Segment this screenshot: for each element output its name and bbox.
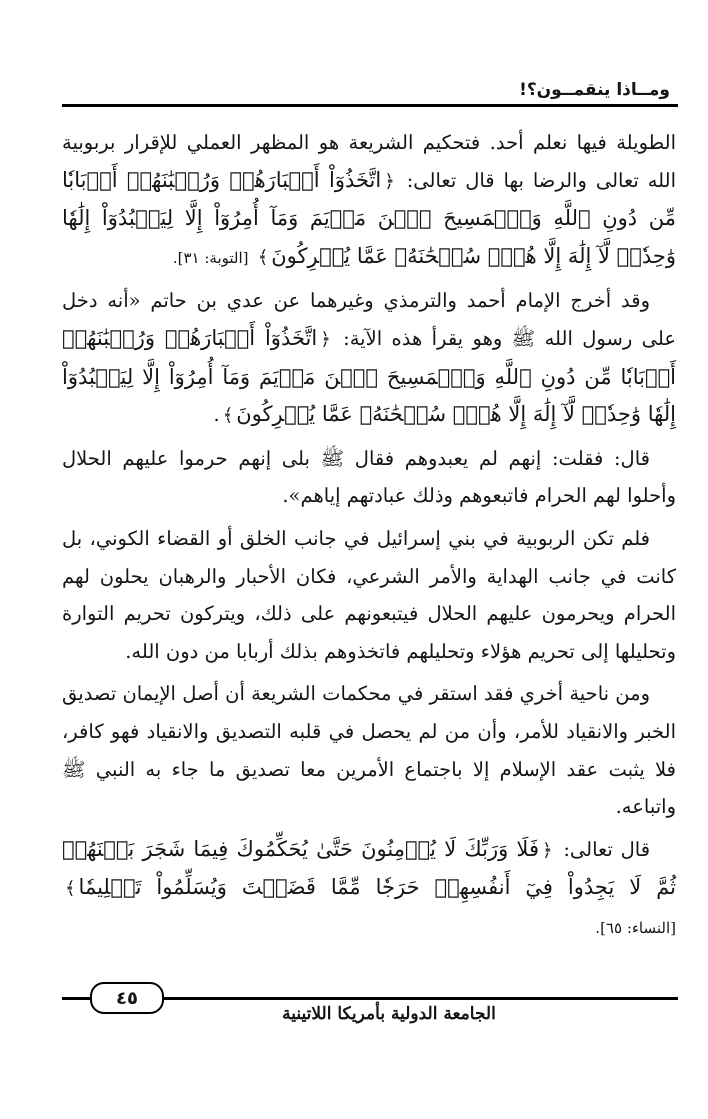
paragraph-3: قال: فقلت: إنهم لم يعبدوهم فقال ﷺ بلى إنهم حرموا عليهم الحلال وأحلوا لهم الحرام فاتبعوهم وذلك عبادتهم إياهم». [62, 446, 676, 508]
paragraph-1 [62, 124, 676, 277]
paragraph-2 [62, 282, 676, 434]
verse-close-bracket: ﴾ [65, 878, 76, 900]
paragraph-1-text: الطويلة فيها نعلم أحد. فتحكيم الشريعة هو المظهر العملي للإقرار بربوبية الله تعالى والرضا بها قال تعالى: [62, 131, 676, 192]
verse-open-bracket: ﴿ [542, 839, 553, 861]
running-title: ومــاذا ينقمــون؟! [519, 80, 670, 100]
paragraph-6 [62, 831, 676, 948]
verse-reference-3: [النساء: ٦٥]. [595, 918, 676, 937]
quran-verse-1: اتَّخَذُوٓاْ أَحۡبَارَهُمۡ وَرُهۡبَٰنَهُمۡ أَرۡبَابٗا مِّن دُونِ ٱللَّهِ وَٱلۡمَسِيحَ ٱبۡنَ مَرۡيَمَ وَمَآ أُمِرُوٓاْ إِلَّا لِيَعۡبُدُوٓاْ إِلَٰهٗا وَٰحِدٗاۖ لَّآ إِلَٰهَ إِلَّا هُوَۚ سُبۡحَٰنَهُۥ عَمَّا يُشۡرِكُونَ [62, 167, 676, 268]
paragraph-6-text: قال تعالى: [563, 837, 651, 861]
paragraph-2-end: . [213, 403, 220, 427]
verse-close-bracket: ﴾ [222, 405, 234, 427]
institution-name: الجامعة الدولية بأمريكا اللاتينية [282, 1004, 496, 1024]
verse-close-bracket: ﴾ [257, 246, 269, 268]
paragraph-5: ومن ناحية أخري فقد استقر في محكمات الشريعة أن أصل الإيمان تصديق الخبر والانقياد للأمر، وأن من لم يحصل في قلبه التصديق والانقياد فهو كافر، فلا يثبت عقد الإسلام إلا باجتماع الأمرين معا تصديق ما جاء به النبي ﷺ واتباعه. [62, 682, 676, 819]
quran-verse-2: اتَّخَذُوٓاْ أَحۡبَارَهُمۡ وَرُهۡبَٰنَهُمۡ أَرۡبَابٗا مِّن دُونِ ٱللَّهِ وَٱلۡمَسِيحَ ٱبۡنَ مَرۡيَمَ وَمَآ أُمِرُوٓاْ إِلَّا لِيَعۡبُدُوٓاْ إِلَٰهٗا وَٰحِدٗاۖ لَّآ إِلَٰهَ إِلَّا هُوَۚ سُبۡحَٰنَهُۥ عَمَّا يُشۡرِكُونَ [62, 325, 676, 427]
header-rule [62, 104, 678, 107]
verse-open-bracket: ﴿ [384, 170, 395, 192]
footer-rule-left [62, 997, 92, 1000]
quran-verse-3: فَلَا وَرَبِّكَ لَا يُؤۡمِنُونَ حَتَّىٰ يُحَكِّمُوكَ فِيمَا شَجَرَ بَيۡنَهُمۡ ثُمَّ لَا يَجِدُواْ فِيٓ أَنفُسِهِمۡ حَرَجٗا مِّمَّا قَضَيۡتَ وَيُسَلِّمُواْ تَسۡلِيمٗا [62, 836, 676, 900]
paragraph-4: فلم تكن الربوبية في بني إسرائيل في جانب الخلق أو القضاء الكوني، بل كانت في جانب الهداية والأمر الشرعي، فكان الأحبار والرهبان يحلون لهم الحرام ويحرمون عليهم الحلال فيتبعونهم على ذلك، ويتركون تحريم التوارة وتحليلها إلى تحريم هؤلاء وتحليلهم فاتخذوهم بذلك أربابا من دون الله. [62, 526, 676, 663]
main-text [62, 124, 676, 947]
paragraph-2-text: وقد أخرج الإمام أحمد والترمذي وغيرهما عن عدي بن حاتم «أنه دخل على رسول الله ﷺ وهو يقرأ هذه الآية: [62, 289, 676, 350]
footer-rule-right [164, 997, 678, 1000]
page-number: ٤٥ [90, 982, 164, 1014]
verse-reference-1: [التوبة: ٣١]. [172, 248, 249, 267]
verse-open-bracket: ﴿ [320, 328, 331, 350]
